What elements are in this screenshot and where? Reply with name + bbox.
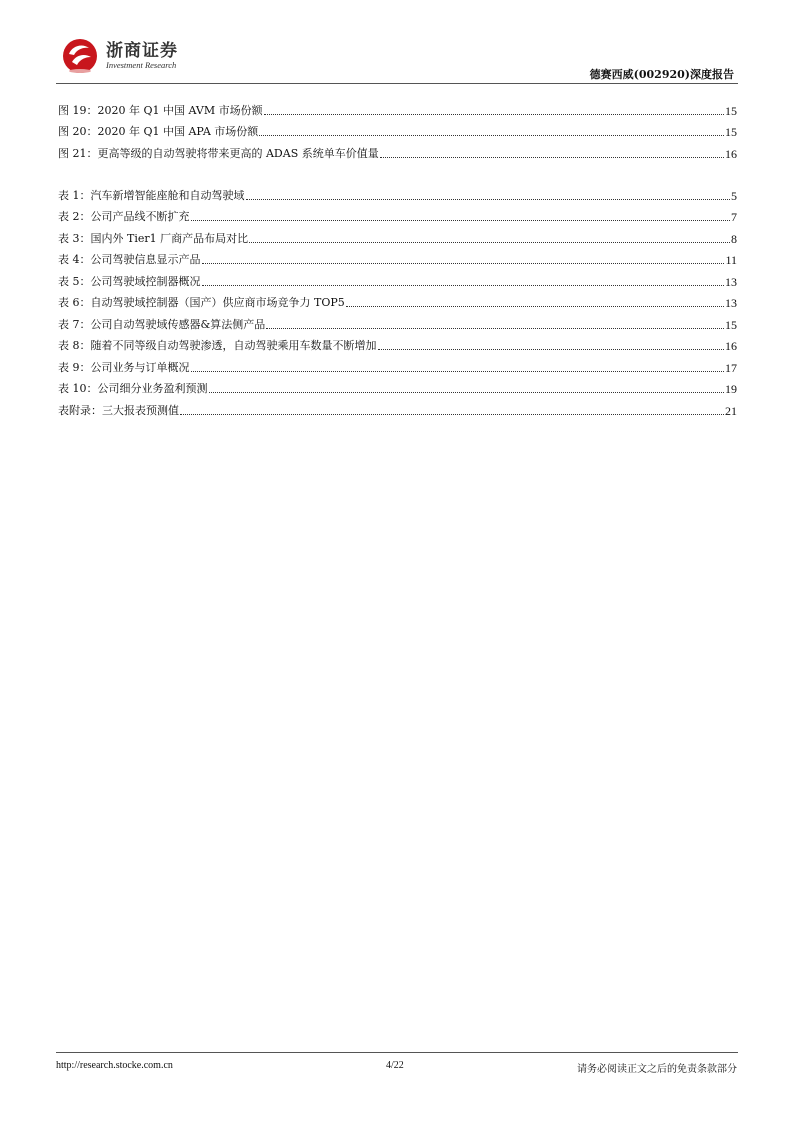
toc-entry-label: 表附录：三大报表预测值 [58,403,179,417]
footer-disclaimer: 请务必阅读正文之后的免责条款部分 [577,1064,737,1075]
toc-leader-dots [209,391,725,393]
toc-entry-page: 19 [725,382,737,396]
toc-entry-label: 表 8：随着不同等级自动驾驶渗透，自动驾驶乘用车数量不断增加 [58,339,377,352]
toc-leader-dots [191,219,731,221]
toc-entry-label: 图 21：更高等级的自动驾驶将带来更高的 ADAS 系统单车价值量 [58,146,379,160]
toc-leader-dots [246,198,731,200]
page-number: 4/22 [386,1060,404,1071]
toc-entry-page: 5 [731,188,737,203]
toc-entry-page: 15 [725,125,737,139]
toc-leader-dots [202,284,725,286]
header-divider [56,83,738,84]
toc-entry[interactable] [58,203,737,225]
footer-url-link[interactable]: http://research.stocke.com.cn [56,1060,173,1071]
toc-leader-dots [249,241,730,243]
toc-entry-page: 8 [731,231,737,246]
logo-text-en: Investment Research [106,60,177,70]
toc-leader-dots [191,370,725,372]
page-header [56,34,738,84]
table-list [58,181,737,418]
toc-entry-label: 表 4：公司驾驶信息显示产品 [58,253,201,266]
toc-entry[interactable] [58,246,737,268]
toc-entry[interactable] [58,396,737,418]
toc-entry-label: 表 6：自动驾驶域控制器（国产）供应商市场竞争力 TOP5 [58,296,345,309]
toc-entry[interactable] [58,310,737,332]
toc-entry-page: 15 [725,103,737,118]
toc-entry[interactable] [58,96,737,118]
toc-leader-dots [264,113,724,115]
toc-entry-label: 表 9：公司业务与订单概况 [58,360,190,374]
toc-entry-page: 16 [725,339,737,353]
toc-leader-dots [346,305,724,307]
toc-leader-dots [380,156,724,158]
toc-entry-label: 表 7：公司自动驾驶域传感器&算法侧产品 [58,317,266,331]
toc-entry-page: 15 [725,317,737,332]
report-title: 德赛西威(002920)深度报告 [589,68,734,81]
toc-entry-page: 16 [725,146,737,161]
toc-entry[interactable] [58,118,737,140]
toc-leader-dots [378,348,725,350]
toc-leader-dots [202,262,725,264]
toc-leader-dots [259,134,724,136]
footer-divider [56,1052,738,1053]
toc-entry-page: 13 [725,274,737,289]
toc-entry[interactable] [58,289,737,311]
zheshang-logo-icon [62,38,98,74]
toc-entry-page: 17 [725,360,737,375]
toc-entry[interactable] [58,332,737,354]
toc-entry-label: 图 20：2020 年 Q1 中国 APA 市场份额 [58,125,259,138]
toc-entry[interactable] [58,353,737,375]
toc-entry-page: 11 [725,253,737,267]
toc-entry-page: 21 [725,403,737,418]
toc-entry[interactable] [58,375,737,397]
toc-leader-dots [180,413,724,415]
toc-entry[interactable] [58,139,737,161]
toc-leader-dots [266,327,724,329]
toc-entry-label: 表 5：公司驾驶域控制器概况 [58,274,201,288]
toc-entry-label: 表 10：公司细分业务盈利预测 [58,382,208,395]
toc-entry-label: 表 1：汽车新增智能座舱和自动驾驶域 [58,188,245,202]
toc-entry[interactable] [58,224,737,246]
toc-entry-label: 图 19：2020 年 Q1 中国 AVM 市场份额 [58,103,263,117]
toc-entry-page: 7 [731,210,737,224]
figure-list [58,96,737,161]
logo-text-cn: 浙商证券 [106,41,178,61]
toc-entry[interactable] [58,267,737,289]
toc-entry-label: 表 2：公司产品线不断扩充 [58,210,190,223]
toc-entry[interactable] [58,181,737,203]
toc-entry-page: 13 [725,296,737,310]
toc-entry-label: 表 3：国内外 Tier1 厂商产品布局对比 [58,231,249,245]
